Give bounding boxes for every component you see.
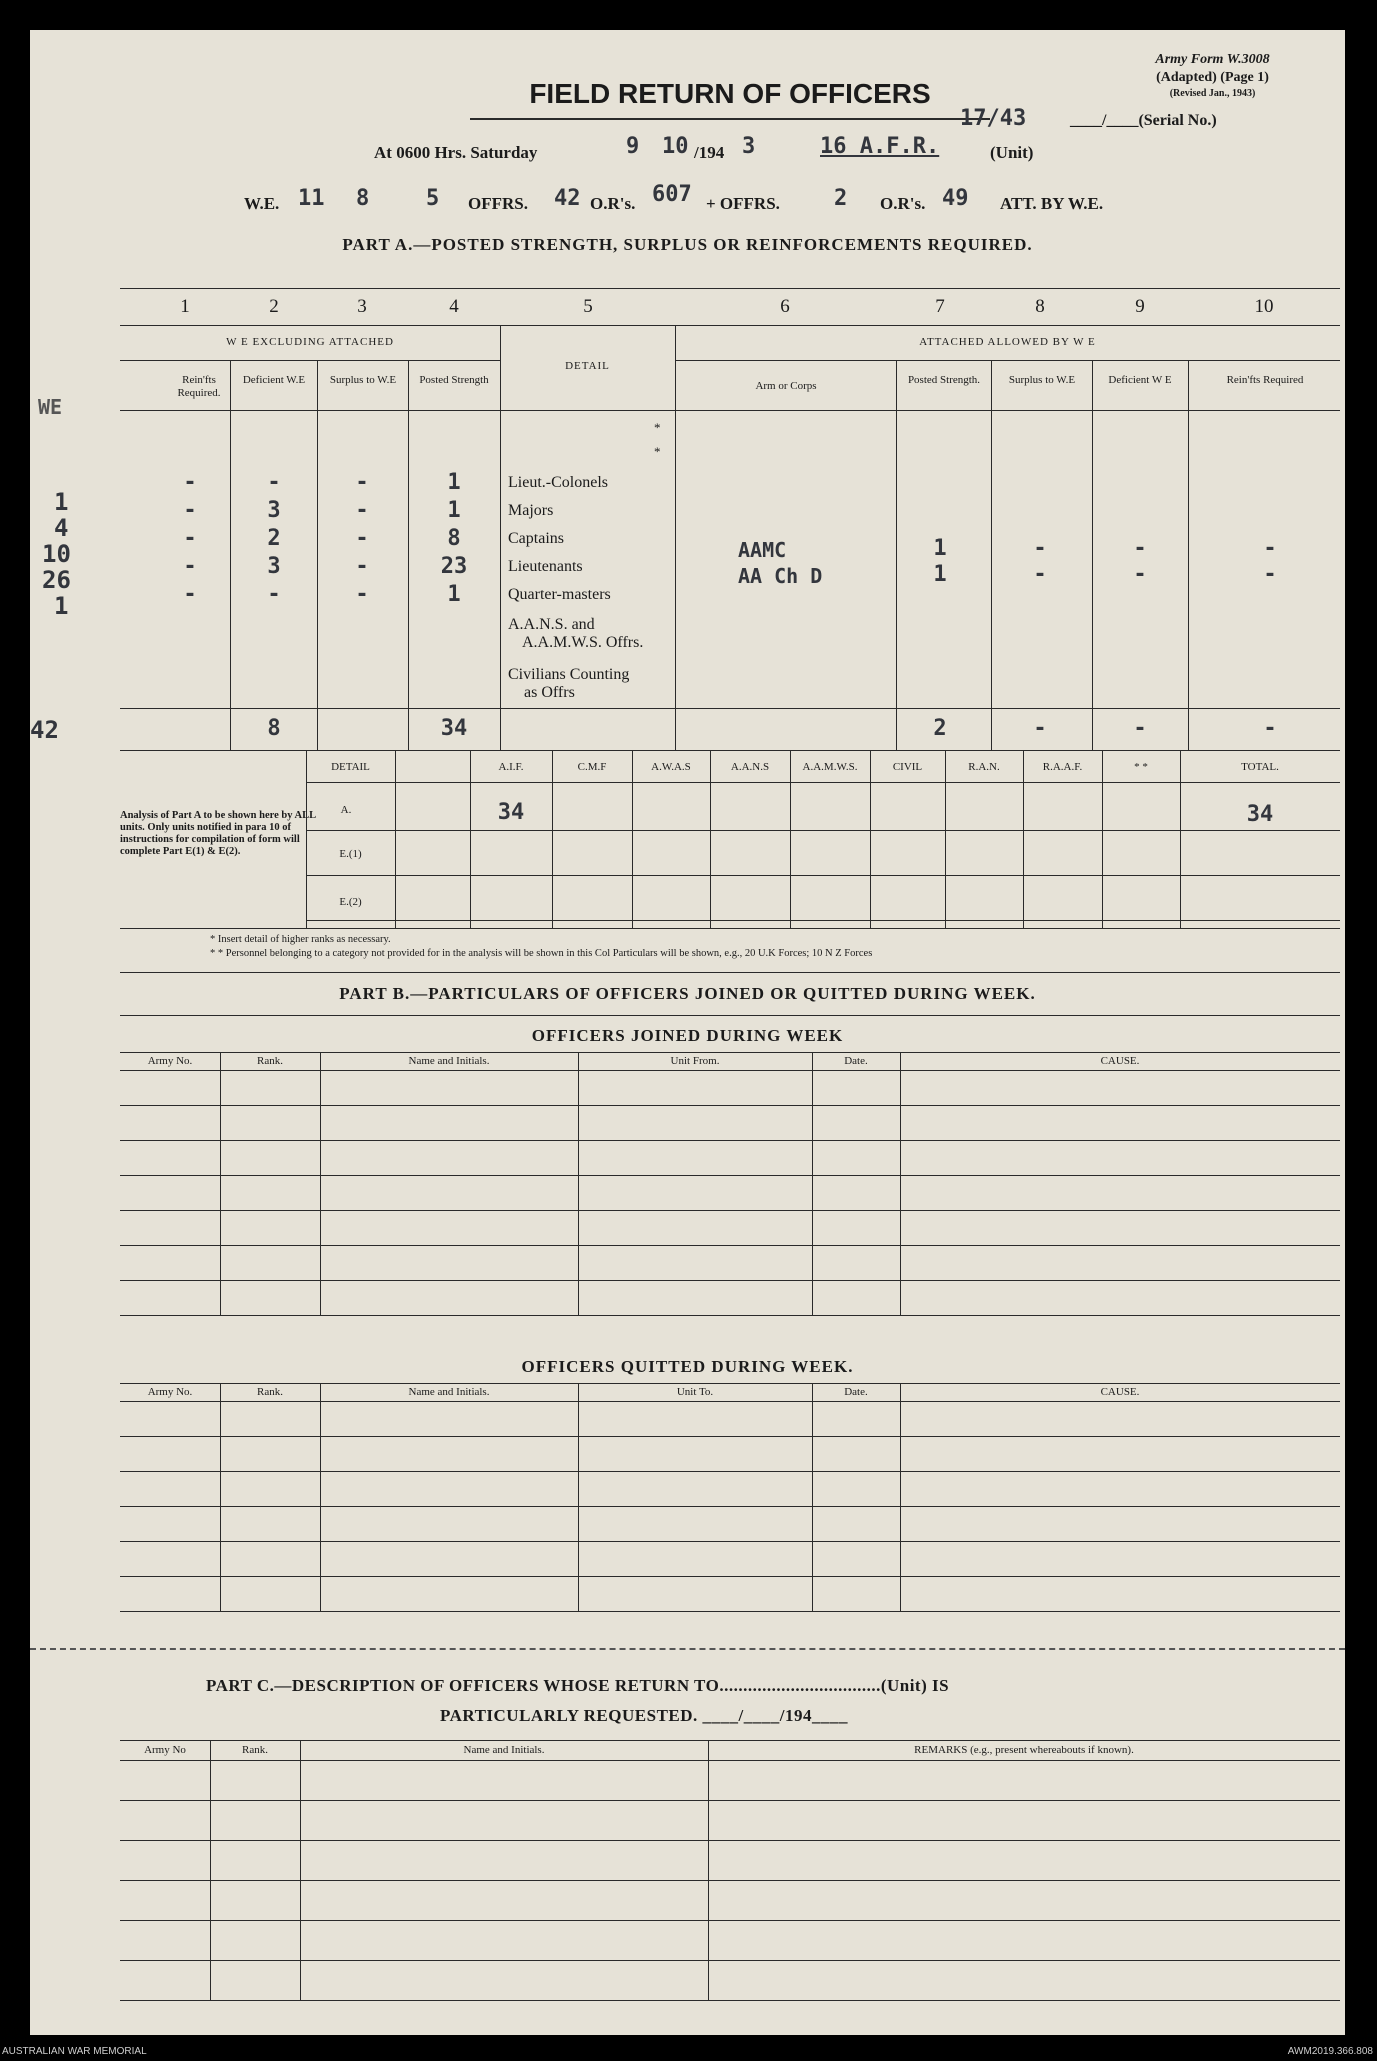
quitted-head: Name and Initials. — [408, 1386, 490, 1398]
civilians-label: Civilians Counting — [508, 666, 630, 683]
joined-col-divider — [812, 1052, 813, 1315]
quitted-rule — [120, 1436, 1340, 1437]
serial-written: 17/43 — [960, 106, 1027, 131]
year-digit: 3 — [742, 134, 756, 159]
analysis-col-divider — [552, 750, 553, 928]
title-underline — [470, 118, 990, 120]
analysis-rule — [306, 782, 1340, 783]
row-cell: - — [355, 498, 369, 523]
we-value-3: 5 — [426, 186, 440, 211]
joined-head: CAUSE. — [1100, 1055, 1140, 1067]
attached-cell: 1 — [933, 562, 947, 587]
quitted-col-divider — [900, 1383, 901, 1611]
analysis-head: CIVIL — [892, 761, 923, 773]
adapted-label: (Adapted) (Page 1) — [1156, 70, 1269, 85]
row-cell: - — [183, 582, 197, 607]
row-cell: - — [355, 582, 369, 607]
analysis-col-divider — [945, 750, 946, 928]
col-number: 1 — [180, 296, 190, 317]
joined-rule — [120, 1105, 1340, 1106]
col-number-rule — [120, 325, 1340, 326]
row-cell: 23 — [440, 554, 468, 579]
joined-rule — [120, 1140, 1340, 1141]
analysis-head: DETAIL — [331, 761, 370, 773]
we-value-1: 11 — [298, 186, 325, 211]
day-value: 9 — [626, 134, 640, 159]
joined-title: OFFICERS JOINED DURING WEEK — [531, 1026, 844, 1045]
analysis-note: Analysis of Part A to be shown here by ALL units. Only units notified in para 10 of instructions for compilation of form will complete Part E(1) & E(2). — [120, 810, 316, 857]
joined-head: Date. — [844, 1055, 868, 1067]
page-title: FIELD RETURN OF OFFICERS — [529, 78, 931, 109]
quitted-head: CAUSE. — [1100, 1386, 1140, 1398]
quitted-rule — [120, 1541, 1340, 1542]
col-number: 10 — [1254, 296, 1274, 317]
margin-value: 4 — [54, 514, 69, 542]
col-divider — [500, 325, 501, 750]
analysis-head: * * — [1134, 761, 1148, 773]
quitted-rule — [120, 1383, 1340, 1384]
margin-value: 1 — [54, 488, 69, 516]
quitted-rule — [120, 1401, 1340, 1402]
month-value: 10 — [662, 134, 689, 159]
part-c-head: REMARKS (e.g., present whereabouts if known). — [914, 1744, 1134, 1756]
attached-cell: - — [1133, 536, 1147, 561]
year-prefix: /194 — [694, 143, 725, 162]
subhead-reinf: Rein'fts Required. — [177, 374, 221, 399]
part-a-top-rule — [120, 288, 1340, 289]
att-ors-label: O.R's. — [880, 194, 926, 213]
row-cell: 1 — [447, 582, 461, 607]
attached-allowed-header: ATTACHED ALLOWED BY W E — [919, 336, 1096, 348]
part-c-rule — [120, 1920, 1340, 1921]
joined-head: Army No. — [147, 1055, 193, 1067]
civilians-offrs-label: as Offrs — [524, 684, 575, 701]
joined-col-divider — [220, 1052, 221, 1315]
col-divider — [675, 325, 676, 750]
offrs-value: 42 — [554, 186, 581, 211]
ors-value: 607 — [652, 182, 692, 207]
attached-cell: - — [1263, 536, 1277, 561]
subhead-surplus: Surplus to W.E — [329, 374, 397, 386]
joined-head: Unit From. — [670, 1055, 720, 1067]
footnote-2: * * Personnel belonging to a category not provided for in the analysis will be shown in this Col Particulars will be shown, e.g., 20 U.K Forces; 10 N Z Forces — [210, 948, 873, 959]
part-b-rule — [120, 1015, 1340, 1016]
col-number: 5 — [583, 296, 593, 317]
part-c-rule — [120, 1960, 1340, 1961]
attached-cell: - — [1033, 536, 1047, 561]
joined-rule — [120, 1315, 1340, 1316]
totals-bottom-rule — [120, 750, 1340, 751]
analysis-head: A.I.F. — [498, 761, 524, 773]
total-cell: 2 — [933, 716, 947, 741]
col-number: 2 — [269, 296, 279, 317]
tear-line — [30, 1648, 1345, 1650]
we-excl-rule — [120, 360, 500, 361]
part-b-title: PART B.—PARTICULARS OF OFFICERS JOINED OR QUITTED DURING WEEK. — [339, 984, 1036, 1003]
analysis-col-divider — [470, 750, 471, 928]
col-divider — [896, 360, 897, 750]
margin-value: 1 — [54, 592, 69, 620]
attached-arm: AAMC — [738, 538, 787, 562]
part-c-rule — [120, 2000, 1340, 2001]
part-c-head: Rank. — [242, 1744, 268, 1756]
att-by-we-label: ATT. BY W.E. — [1000, 194, 1104, 213]
col-divider — [230, 360, 231, 750]
row-cell: 1 — [447, 470, 461, 495]
quitted-head: Unit To. — [676, 1386, 714, 1398]
analysis-row-label: E.(2) — [339, 896, 362, 908]
at-time-label: At 0600 Hrs. Saturday — [374, 143, 538, 162]
row-cell: 8 — [447, 526, 461, 551]
subhead-att-posted: Posted Strength. — [907, 374, 981, 386]
row-cell: 1 — [447, 498, 461, 523]
army-form-number: Army Form W.3008 — [1155, 52, 1270, 67]
aamws-label: A.A.M.W.S. Offrs. — [522, 634, 644, 651]
joined-head: Name and Initials. — [408, 1055, 490, 1067]
analysis-head: A.A.N.S — [730, 761, 770, 773]
joined-rule — [120, 1280, 1340, 1281]
analysis-aif-value: 34 — [497, 800, 525, 825]
col-number: 3 — [357, 296, 367, 317]
row-cell: - — [183, 498, 197, 523]
analysis-head: A.A.M.W.S. — [802, 761, 858, 773]
attached-rule — [675, 360, 1340, 361]
part-c-rule — [120, 1800, 1340, 1801]
analysis-bottom-rule — [120, 928, 1340, 929]
joined-rule — [120, 1175, 1340, 1176]
detail-star: * — [654, 444, 661, 459]
archive-id: AWM2019.366.808 — [1287, 2046, 1373, 2057]
part-c-subtitle: PARTICULARLY REQUESTED. ____/____/194____ — [440, 1706, 848, 1725]
joined-col-divider — [320, 1052, 321, 1315]
joined-rule — [120, 1052, 1340, 1053]
we-label: W.E. — [244, 194, 280, 213]
total-cell: - — [1033, 716, 1047, 741]
joined-rule — [120, 1210, 1340, 1211]
part-c-col-divider — [708, 1740, 709, 2000]
attached-cell: 1 — [933, 536, 947, 561]
ors-label: O.R's. — [590, 194, 636, 213]
row-cell: - — [355, 526, 369, 551]
row-cell: 3 — [267, 554, 281, 579]
joined-rule — [120, 1070, 1340, 1071]
part-c-head: Army No — [144, 1744, 186, 1756]
quitted-col-divider — [320, 1383, 321, 1611]
detail-star: * — [654, 420, 661, 435]
quitted-head: Army No. — [147, 1386, 193, 1398]
col-divider — [317, 360, 318, 750]
attached-cell: - — [1033, 562, 1047, 587]
analysis-head: C.M.F — [577, 761, 607, 773]
quitted-rule — [120, 1471, 1340, 1472]
subhead-att-surplus: Surplus to W.E — [1008, 374, 1076, 386]
analysis-head: TOTAL. — [1241, 761, 1279, 773]
rank-label: Lieut.-Colonels — [508, 474, 608, 491]
archive-credit: AUSTRALIAN WAR MEMORIAL — [2, 2046, 147, 2057]
we-excluding-header: W E EXCLUDING ATTACHED — [226, 336, 394, 348]
quitted-col-divider — [578, 1383, 579, 1611]
rank-label: Lieutenants — [508, 558, 583, 575]
col-number: 6 — [780, 296, 790, 317]
row-cell: - — [267, 582, 281, 607]
offrs-label: OFFRS. — [468, 194, 528, 213]
analysis-row-label: E.(1) — [339, 848, 362, 860]
quitted-rule — [120, 1576, 1340, 1577]
margin-total: 42 — [30, 716, 59, 744]
row-cell: 2 — [267, 526, 281, 551]
part-c-head: Name and Initials. — [463, 1744, 545, 1756]
subhead-arm-corps: Arm or Corps — [755, 380, 817, 392]
att-ors-value: 49 — [942, 186, 969, 211]
total-cell: 34 — [440, 716, 468, 741]
subhead-deficient: Deficient W.E — [242, 374, 306, 386]
totals-top-rule — [120, 708, 1340, 709]
analysis-head: R.A.N. — [968, 761, 1000, 773]
row-cell: - — [355, 554, 369, 579]
part-a-title: PART A.—POSTED STRENGTH, SURPLUS OR REINFORCEMENTS REQUIRED. — [342, 235, 1033, 254]
form-paper — [30, 30, 1345, 2035]
part-c-col-divider — [300, 1740, 301, 2000]
part-c-col-divider — [210, 1740, 211, 2000]
quitted-col-divider — [220, 1383, 221, 1611]
we-value-2: 8 — [356, 186, 370, 211]
aans-label: A.A.N.S. and — [508, 616, 595, 633]
quitted-head: Date. — [844, 1386, 868, 1398]
attached-cell: - — [1133, 562, 1147, 587]
part-b-top-rule — [120, 972, 1340, 973]
rank-label: Captains — [508, 530, 564, 547]
col-divider — [1092, 360, 1093, 750]
unit-value: 16 A.F.R. — [820, 134, 940, 159]
row-cell: - — [183, 526, 197, 551]
analysis-row-label: A. — [340, 804, 352, 816]
analysis-rule — [306, 875, 1340, 876]
analysis-rule — [306, 920, 1340, 921]
subhead-att-deficient: Deficient W E — [1108, 374, 1172, 386]
att-offrs-value: 2 — [834, 186, 848, 211]
margin-we-label: WE — [38, 395, 63, 419]
total-cell: 8 — [267, 716, 281, 741]
total-cell: - — [1133, 716, 1147, 741]
margin-value: 26 — [42, 566, 71, 594]
subhead-rule — [120, 410, 1340, 411]
subhead-att-reinf: Rein'fts Required — [1226, 374, 1304, 386]
col-number: 7 — [935, 296, 945, 317]
row-cell: - — [183, 470, 197, 495]
joined-col-divider — [900, 1052, 901, 1315]
analysis-col-divider — [870, 750, 871, 928]
analysis-col-divider — [632, 750, 633, 928]
joined-head: Rank. — [257, 1055, 283, 1067]
analysis-rule — [306, 830, 1340, 831]
analysis-col-divider — [710, 750, 711, 928]
margin-value: 10 — [42, 540, 71, 568]
analysis-col-divider — [395, 750, 396, 928]
col-number: 9 — [1135, 296, 1145, 317]
subhead-posted: Posted Strength — [419, 374, 489, 386]
analysis-total-value: 34 — [1246, 802, 1274, 827]
col-number: 4 — [449, 296, 459, 317]
total-cell: - — [1263, 716, 1277, 741]
analysis-col-divider — [1102, 750, 1103, 928]
quitted-head: Rank. — [257, 1386, 283, 1398]
quitted-title: OFFICERS QUITTED DURING WEEK. — [521, 1357, 854, 1376]
analysis-head: A.W.A.S — [651, 761, 691, 773]
col-divider — [1188, 360, 1189, 750]
part-c-rule — [120, 1740, 1340, 1741]
serial-label: ____/____(Serial No.) — [1070, 112, 1217, 129]
col-number: 8 — [1035, 296, 1045, 317]
revised-label: (Revised Jan., 1943) — [1169, 88, 1256, 99]
unit-label: (Unit) — [990, 143, 1034, 162]
quitted-rule — [120, 1506, 1340, 1507]
part-c-rule — [120, 1760, 1340, 1761]
footnote-1: * Insert detail of higher ranks as necessary. — [210, 934, 391, 945]
row-cell: - — [355, 470, 369, 495]
rank-label: Majors — [508, 502, 554, 519]
row-cell: 3 — [267, 498, 281, 523]
quitted-col-divider — [812, 1383, 813, 1611]
rank-label: Quarter-masters — [508, 586, 611, 603]
analysis-col-divider — [790, 750, 791, 928]
part-c-rule — [120, 1840, 1340, 1841]
part-c-title: PART C.—DESCRIPTION OF OFFICERS WHOSE RETURN TO..................................(Unit) IS — [206, 1676, 950, 1695]
analysis-col-divider — [1023, 750, 1024, 928]
part-c-rule — [120, 1880, 1340, 1881]
detail-header: DETAIL — [565, 360, 610, 372]
col-divider — [991, 360, 992, 750]
att-offrs-label: + OFFRS. — [706, 194, 780, 213]
analysis-col-divider — [1180, 750, 1181, 928]
attached-cell: - — [1263, 562, 1277, 587]
col-divider — [408, 360, 409, 750]
analysis-head: R.A.A.F. — [1042, 761, 1083, 773]
row-cell: - — [183, 554, 197, 579]
joined-col-divider — [578, 1052, 579, 1315]
row-cell: - — [267, 470, 281, 495]
quitted-rule — [120, 1611, 1340, 1612]
joined-rule — [120, 1245, 1340, 1246]
attached-arm: AA Ch D — [738, 564, 823, 588]
